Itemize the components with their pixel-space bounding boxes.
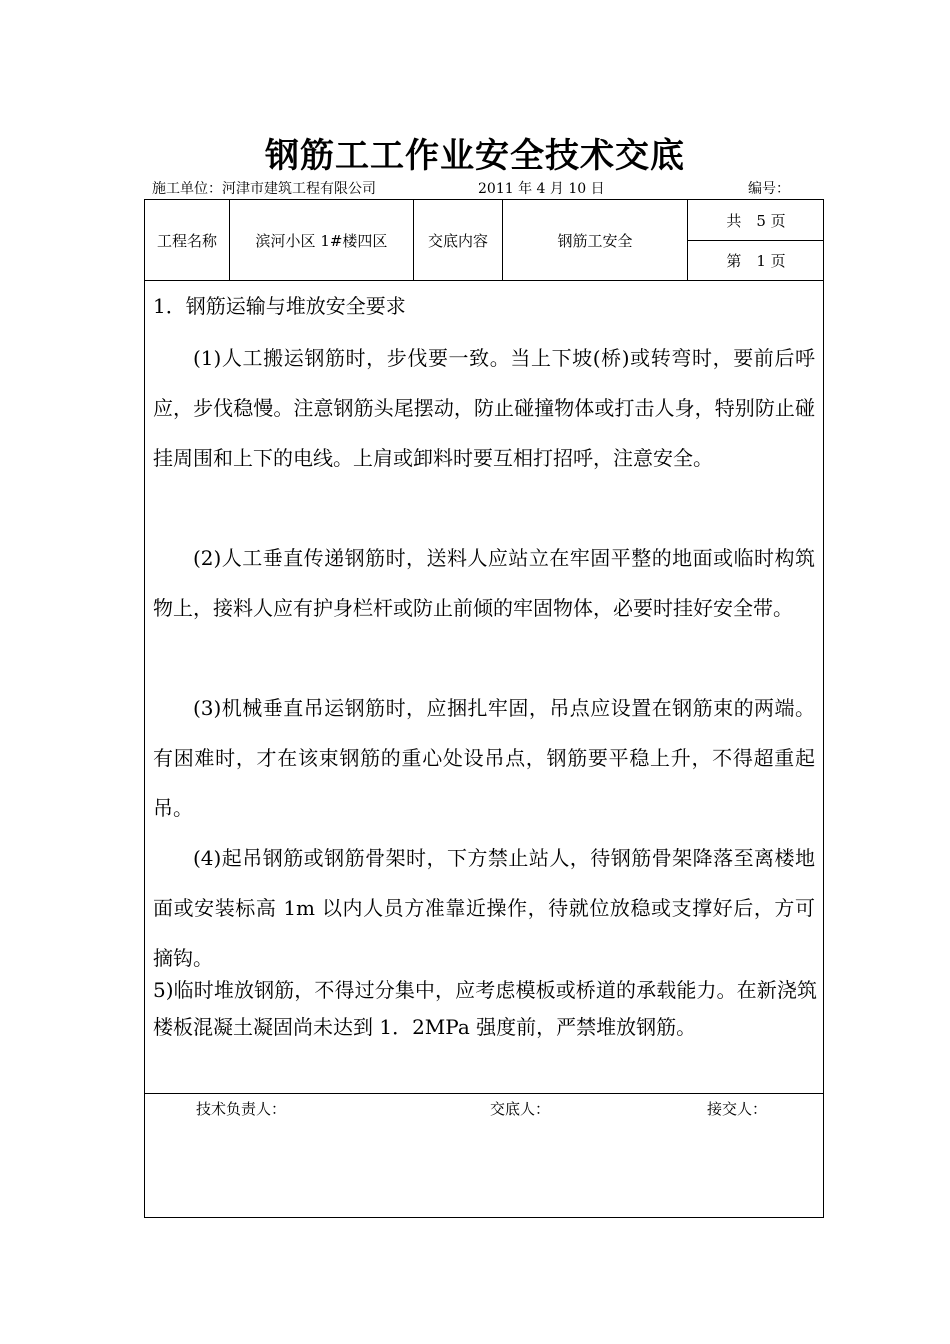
document-title: 钢筋工工作业安全技术交底 [265,136,685,176]
paragraph-1: (1)人工搬运钢筋时，步伐要一致。当上下坡(桥)或转弯时，要前后呼应，步伐稳慢。注意钢筋头尾摆动，防止碰撞物体或打击人身，特别防止碰挂周围和上下的电线。上肩或卸料时要互相打招呼，注意安全。 [153,346,815,470]
project-name-label: 工程名称 [156,231,217,250]
document-date: 2011 年 4 月 10 日 [478,181,605,197]
header-bottom-line [144,280,824,281]
briefer-signature-label: 交底人： [490,1100,551,1118]
signature-top-line [144,1093,824,1094]
current-page: 第 1 页 [726,252,786,270]
receiver-signature-label: 接交人： [707,1100,768,1118]
paragraph-3: (3)机械垂直吊运钢筋时，应捆扎牢固，吊点应设置在钢筋束的两端。有困难时，才在该束钢筋的重心处设吊点，钢筋要平稳上升，不得超重起吊。 [153,696,815,820]
project-name-value: 滨河小区 1#楼四区 [255,231,388,250]
paragraph-5: 5)临时堆放钢筋，不得过分集中，应考虑模板或桥道的承载能力。在新浇筑楼板混凝土凝固尚未达到 1．2MPa 强度前，严禁堆放钢筋。 [153,978,817,1039]
total-pages: 共 5 页 [726,211,786,230]
section-heading: 1．钢筋运输与堆放安全要求 [153,294,406,318]
content-label: 交底内容 [427,231,488,250]
document-number-label: 编号： [748,181,790,197]
paragraph-4: (4)起吊钢筋或钢筋骨架时，下方禁止站人，待钢筋骨架降落至离楼地面或安装标高 1m 以内人员方准靠近操作，待就位放稳或支撑好后，方可摘钩。 [153,846,815,970]
construction-unit: 施工单位：河津市建筑工程有限公司 [152,181,376,197]
content-value: 钢筋工安全 [557,231,633,250]
paragraph-2: (2)人工垂直传递钢筋时，送料人应站立在牢固平整的地面或临时构筑物上，接料人应有护身栏杆或防止前倾的牢固物体，必要时挂好安全带。 [153,546,815,620]
tech-lead-signature-label: 技术负责人： [196,1100,287,1118]
